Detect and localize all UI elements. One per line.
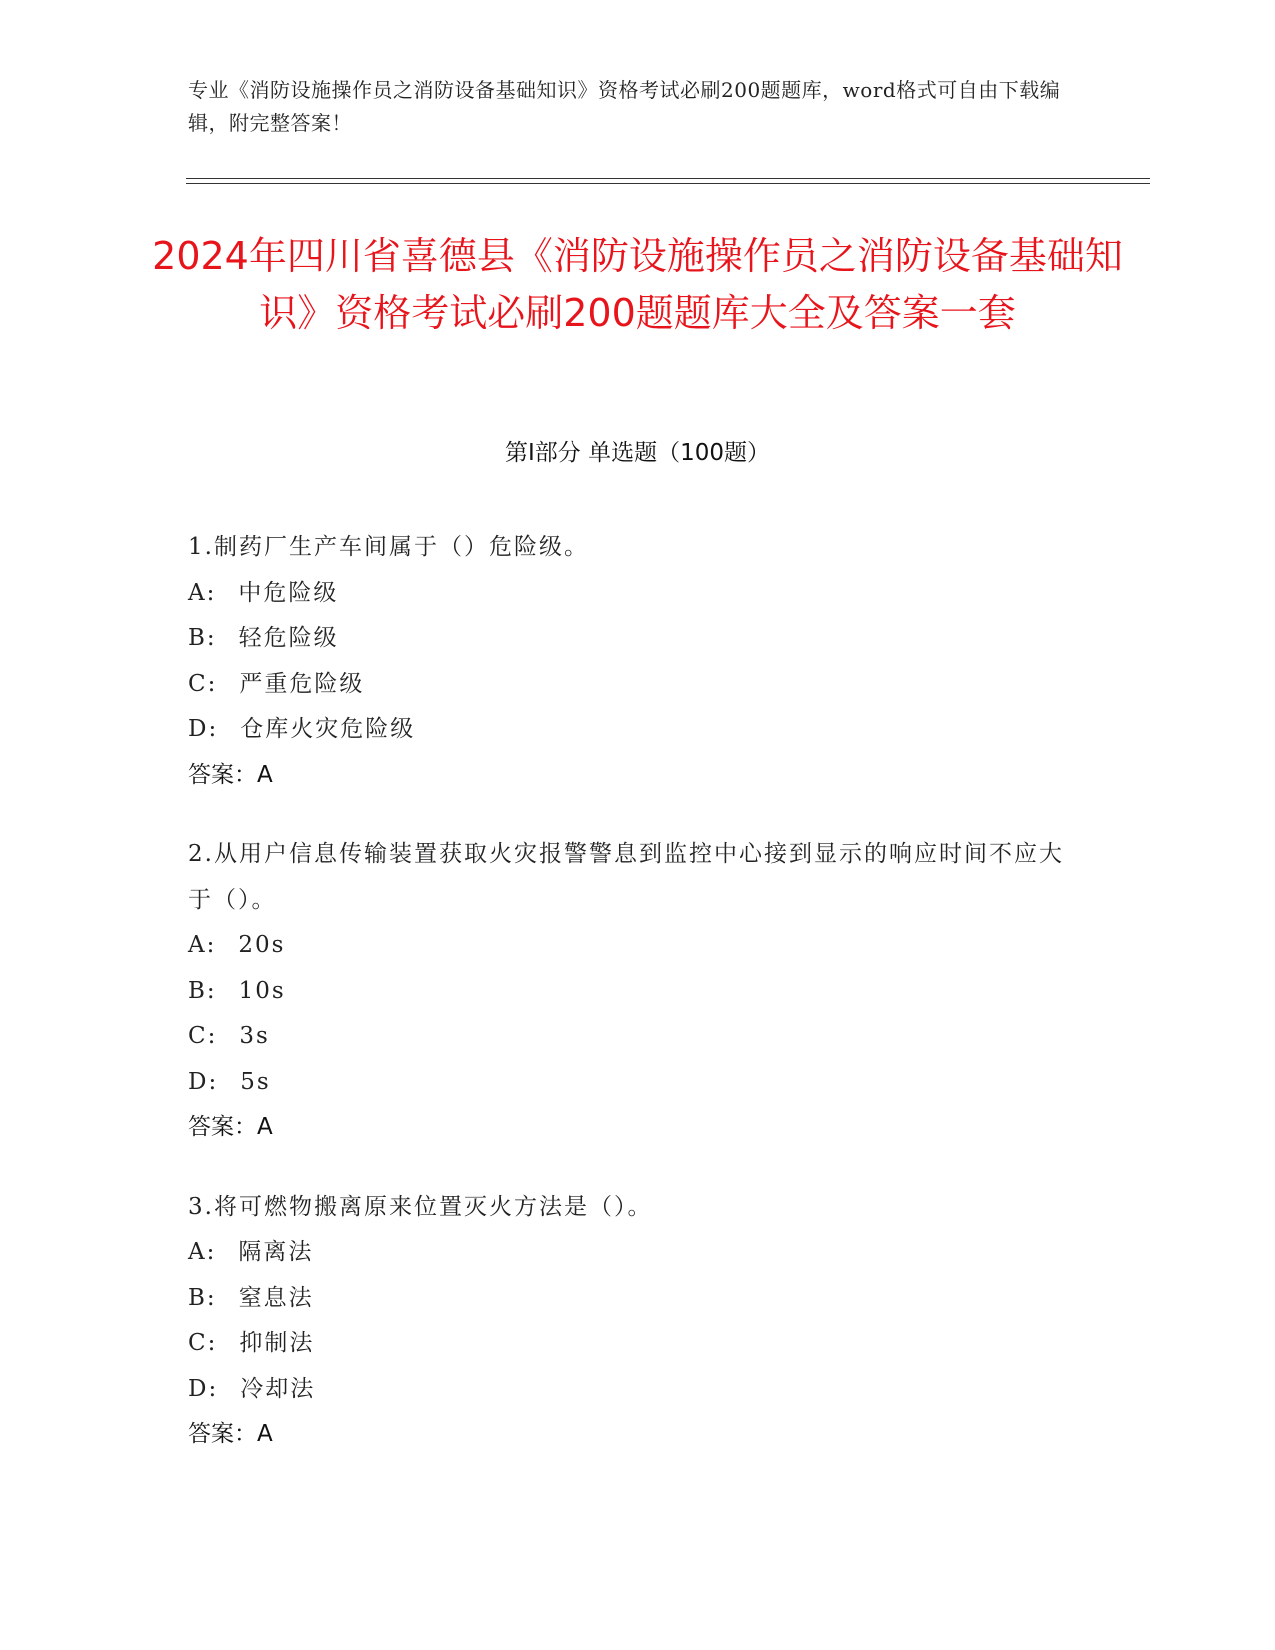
question-2 xyxy=(188,832,1068,1151)
option-text: 3s xyxy=(239,1023,270,1049)
option-letter: A: xyxy=(188,579,217,606)
answer: 答案：A xyxy=(188,1114,273,1140)
section-title: 第Ⅰ部分 单选题（100题） xyxy=(505,440,770,466)
option-letter: A: xyxy=(188,1239,217,1265)
header-divider-top xyxy=(186,178,1150,179)
option-text: 20s xyxy=(238,932,286,958)
option-c xyxy=(188,1321,1068,1367)
question-1 xyxy=(188,525,1068,798)
header-divider-bottom xyxy=(186,183,1150,184)
option-text: 5s xyxy=(240,1068,271,1095)
option-letter: A: xyxy=(188,932,217,958)
option-text: 仓库火灾危险级 xyxy=(240,716,416,742)
answer: 答案：A xyxy=(188,1421,273,1447)
document-title: 2024年四川省喜德县《消防设施操作员之消防设备基础知识》资格考试必刷200题题库大全及答案一套 xyxy=(152,234,1123,335)
header-note: 专业《消防设施操作员之消防设备基础知识》资格考试必刷200题题库，word格式可自由下载编辑，附完整答案！ xyxy=(188,78,1061,135)
option-d xyxy=(188,1060,1068,1106)
option-text: 隔离法 xyxy=(238,1239,314,1265)
question-list xyxy=(188,525,1068,1492)
option-b xyxy=(188,1276,1068,1322)
option-a xyxy=(188,571,1068,617)
option-letter: B: xyxy=(188,625,217,651)
option-a xyxy=(188,1230,1068,1276)
option-a xyxy=(188,923,1068,969)
question-3 xyxy=(188,1185,1068,1458)
option-c xyxy=(188,1014,1068,1060)
option-c xyxy=(188,662,1068,708)
option-letter: D: xyxy=(188,716,219,742)
option-letter: B: xyxy=(188,1284,217,1311)
option-b xyxy=(188,969,1068,1015)
option-text: 10s xyxy=(238,977,286,1004)
option-text: 冷却法 xyxy=(240,1375,316,1402)
option-d xyxy=(188,1367,1068,1413)
option-b xyxy=(188,616,1068,662)
answer: 答案：A xyxy=(188,761,273,788)
question-stem: 3.将可燃物搬离原来位置灭火方法是（）。 xyxy=(188,1193,653,1220)
option-text: 抑制法 xyxy=(239,1330,315,1356)
option-letter: C: xyxy=(188,670,218,697)
option-letter: C: xyxy=(188,1023,218,1049)
option-letter: B: xyxy=(188,977,217,1004)
option-letter: D: xyxy=(188,1068,219,1095)
option-text: 严重危险级 xyxy=(239,670,365,697)
option-letter: C: xyxy=(188,1330,218,1356)
option-text: 轻危险级 xyxy=(238,625,339,651)
question-stem: 1.制药厂生产车间属于（）危险级。 xyxy=(188,534,589,560)
option-d xyxy=(188,707,1068,753)
option-letter: D: xyxy=(188,1375,219,1402)
question-stem: 2.从用户信息传输装置获取火灾报警警息到监控中心接到显示的响应时间不应大于（）。 xyxy=(188,841,1064,913)
option-text: 中危险级 xyxy=(238,579,339,606)
option-text: 窒息法 xyxy=(238,1284,314,1311)
